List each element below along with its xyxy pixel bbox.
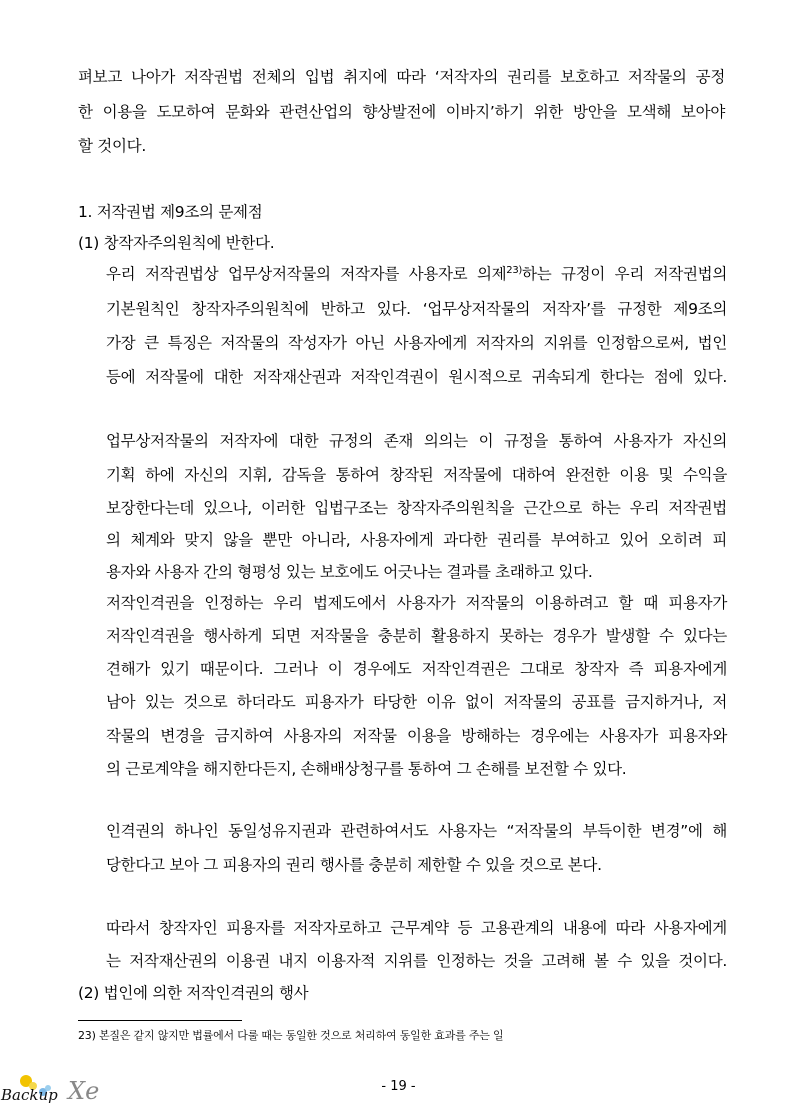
watermark-xe-text: Xe [68,1077,100,1105]
para3-line-3: 견해가 있기 때문이다. 그러나 이 경우에도 저작인격권은 그대로 창작자 즉 피용자에게 [106,660,727,678]
intro-line-2: 한 이용을 도모하여 문화와 관련산업의 향상발전에 이바지’하기 위한 방안을 모색해 보아야 [78,103,725,121]
para5-line-1: 따라서 창작자인 피용자를 저작자로하고 근무계약 등 고용관계의 내용에 따라 사용자에게 [106,919,727,937]
page-number: - 19 - [381,1079,416,1094]
para1-line-3: 가장 큰 특징은 저작물의 작성자가 아닌 사용자에게 저작자의 지위를 인정함으로써, 법인 [106,334,727,352]
para3-line-6: 의 근로계약을 해지한다든지, 손해배상청구를 통하여 그 손해를 보전할 수 있다. [106,760,627,778]
para3-line-2: 저작인격권을 행사하게 되면 저작물을 충분히 활용하지 못하는 경우가 발생할 수 있다는 [106,627,727,645]
para2-line-1: 업무상저작물의 저작자에 대한 규정의 존재 의의는 이 규정을 통하여 사용자가 자신의 [106,432,727,450]
para3-line-4: 남아 있는 것으로 하더라도 피용자가 타당한 이유 없이 저작물의 공표를 금지하거나, 저 [106,693,727,711]
subheading-1: (1) 창작자주의원칙에 반한다. [78,234,275,252]
para1-line-1-pre: 우리 저작권법상 업무상저작물의 저작자를 사용자로 의제 [106,265,507,283]
para2-line-4: 의 체계와 맞지 않을 뿐만 아니라, 사용자에게 과다한 권리를 부여하고 있어 오히려 피 [106,531,727,549]
intro-line-1: 펴보고 나아가 저작권법 전체의 입법 취지에 따라 ‘저작자의 권리를 보호하고 저작물의 공정 [78,68,725,86]
para2-line-5: 용자와 사용자 간의 형평성 있는 보호에도 어긋나는 결과를 초래하고 있다. [106,563,593,581]
watermark-backup-text: Backup [1,1086,58,1104]
para3-line-1: 저작인격권을 인정하는 우리 법제도에서 사용자가 저작물의 이용하려고 할 때 피용자가 [106,594,727,612]
subheading-2: (2) 법인에 의한 저작인격권의 행사 [78,984,309,1002]
para1-line-1-post: 하는 규정이 우리 저작권법의 [522,265,727,283]
footnote-23: 23) 본질은 같지 않지만 법률에서 다룰 때는 동일한 것으로 처리하여 동일한 효과를 주는 일 [78,1029,504,1042]
para2-line-3: 보장한다는데 있으나, 이러한 입법구조는 창작자주의원칙을 근간으로 하는 우리 저작권법 [106,499,727,517]
para5-line-2: 는 저작재산권의 이용권 내지 이용자적 지위를 인정하는 것을 고려해 볼 수 있을 것이다. [106,952,727,970]
para3-line-5: 작물의 변경을 금지하여 사용자의 저작물 이용을 방해하는 경우에는 사용자가 피용자와 [106,727,727,745]
para1-line-4: 등에 저작물에 대한 저작재산권과 저작인격권이 원시적으로 귀속되게 한다는 점에 있다. [106,368,727,386]
section-heading: 1. 저작권법 제9조의 문제점 [78,203,263,221]
intro-line-3: 할 것이다. [78,137,146,155]
para1-line-1 [106,264,727,284]
para4-line-2: 당한다고 보아 그 피용자의 권리 행사를 충분히 제한할 수 있을 것으로 본다. [106,856,602,874]
footnote-divider [78,1020,242,1021]
footnote-ref-23[interactable]: 23) [506,264,523,276]
para4-line-1: 인격권의 하나인 동일성유지권과 관련하여서도 사용자는 “저작물의 부득이한 변경”에 해 [106,822,727,840]
para2-line-2: 기획 하에 자신의 지휘, 감독을 통하여 창작된 저작물에 대하여 완전한 이용 및 수익을 [106,466,727,484]
para1-line-2: 기본원칙인 창작자주의원칙에 반하고 있다. ‘업무상저작물의 저작자’를 규정한 제9조의 [106,300,727,318]
